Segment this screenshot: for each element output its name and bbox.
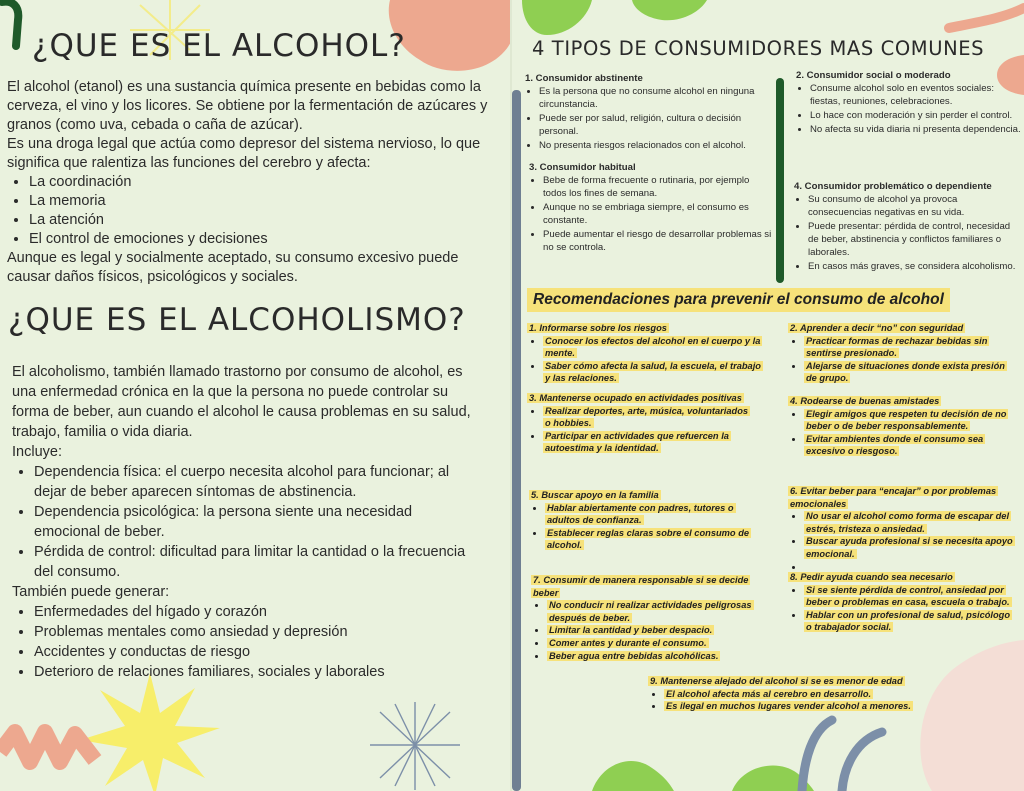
consumer-type-3 bbox=[529, 161, 774, 255]
recommendation-title: 4. Rodearse de buenas amistades bbox=[790, 396, 940, 406]
alcohol-paragraph-2: Es una droga legal que actúa como depresor del sistema nervioso, lo que significa que ralentiza las funciones del cerebro y afecta: bbox=[7, 136, 481, 171]
list-item: • Accidentes y conductas de riesgo bbox=[34, 642, 482, 662]
list-item: • Bebe de forma frecuente o rutinaria, por ejemplo todos los fines de semana. bbox=[543, 174, 774, 200]
list-item: • No afecta su vida diaria ni presenta dependencia. bbox=[810, 123, 1022, 136]
consumer-type-2 bbox=[796, 69, 1022, 137]
recommendation-4 bbox=[788, 395, 1018, 458]
list-item: Es ilegal en muchos lugares vender alcohol a menores. bbox=[666, 701, 911, 712]
list-item: • Aunque no se embriaga siempre, el consumo es constante. bbox=[543, 201, 774, 227]
list-item: Hablar con un profesional de salud, psicólogo o trabajador social. bbox=[806, 609, 1011, 633]
list-item: • Puede aumentar el riesgo de desarrollar problemas si no se controla. bbox=[543, 228, 774, 254]
alcoholism-section bbox=[12, 362, 482, 682]
recommendation-title: 5. Buscar apoyo en la familia bbox=[531, 490, 659, 500]
consumer-type-1 bbox=[525, 72, 770, 153]
recommendation-title: 2. Aprender a decir “no” con seguridad bbox=[790, 323, 964, 333]
list-item: Hablar abiertamente con padres, tutores o adultos de confianza. bbox=[547, 502, 734, 526]
recommendation-5 bbox=[529, 489, 754, 552]
consumer-type-title: 2. Consumidor social o moderado bbox=[796, 70, 951, 81]
recommendation-title: 1. Informarse sobre los riesgos bbox=[529, 323, 667, 333]
recommendation-title: 7. Consumir de manera responsable si se decide beber bbox=[533, 575, 749, 598]
salmon-zigzag bbox=[0, 722, 110, 782]
list-item: • En casos más graves, se considera alcoholismo. bbox=[808, 260, 1022, 273]
recommendation-2 bbox=[788, 322, 1016, 385]
alcoholism-paragraph: El alcoholismo, también llamado trastorno por consumo de alcohol, es una enfermedad crónica en la que la persona no puede controlar su forma de beber, aun cuando el alcohol le causa problemas en su salud, trabajo, familia o vida diaria. bbox=[12, 364, 471, 440]
list-item: • La atención bbox=[29, 211, 497, 230]
list-item: Practicar formas de rechazar bebidas sin sentirse presionado. bbox=[806, 335, 988, 359]
recommendation-9 bbox=[648, 675, 928, 713]
list-item: • El control de emociones y decisiones bbox=[29, 230, 497, 249]
consumer-type-title: 4. Consumidor problemático o dependiente bbox=[794, 181, 992, 192]
green-vertical-bar bbox=[776, 78, 784, 283]
alcohol-section bbox=[7, 78, 497, 287]
consumer-type-title: 1. Consumidor abstinente bbox=[525, 73, 643, 84]
list-item: • Problemas mentales como ansiedad y depresión bbox=[34, 622, 482, 642]
list-item: Saber cómo afecta la salud, la escuela, el trabajo y las relaciones. bbox=[545, 360, 761, 384]
consumer-type-4 bbox=[794, 180, 1022, 274]
list-item: El alcohol afecta más al cerebro en desarrollo. bbox=[666, 688, 872, 699]
list-item: Limitar la cantidad y beber despacio. bbox=[549, 625, 713, 636]
recommendation-3 bbox=[527, 392, 752, 455]
includes-label: Incluye: bbox=[12, 444, 62, 460]
list-item: • No presenta riesgos relacionados con el alcohol. bbox=[539, 139, 770, 152]
consumer-type-title: 3. Consumidor habitual bbox=[529, 162, 636, 173]
recommendations-title-text: Recomendaciones para prevenir el consumo de alcohol bbox=[533, 291, 944, 308]
includes-list bbox=[12, 462, 482, 582]
list-item: • Dependencia física: el cuerpo necesita alcohol para funcionar; al dejar de beber aparecen síntomas de abstinencia. bbox=[34, 462, 482, 502]
gray-curves-bottom bbox=[782, 700, 902, 791]
starburst-lines bbox=[365, 700, 465, 791]
alcohol-paragraph-3: Aunque es legal y socialmente aceptado, su consumo excesivo puede causar daños físicos, psicológicos y sociales. bbox=[7, 250, 459, 285]
recommendation-1 bbox=[527, 322, 762, 385]
salmon-curve-top-right bbox=[944, 0, 1024, 35]
alcohol-paragraph-1: El alcohol (etanol) es una sustancia química presente en bebidas como la cerveza, el vino y los licores. Se obtiene por la fermentación de azúcares y granos (como uva, cebada o caña de azúcar). bbox=[7, 79, 488, 133]
recommendation-title: 3. Mantenerse ocupado en actividades positivas bbox=[529, 393, 742, 403]
types-title: 4 TIPOS DE CONSUMIDORES MAS COMUNES bbox=[532, 37, 985, 60]
list-item: Conocer los efectos del alcohol en el cuerpo y la mente. bbox=[545, 335, 761, 359]
list-item: • Pérdida de control: dificultad para limitar la cantidad o la frecuencia del consumo. bbox=[34, 542, 482, 582]
recommendation-8 bbox=[788, 571, 1018, 634]
list-item: Evitar ambientes donde el consumo sea excesivo o riesgoso. bbox=[806, 433, 984, 457]
list-item: No conducir ni realizar actividades peligrosas después de beber. bbox=[549, 600, 752, 623]
recommendation-title: 9. Mantenerse alejado del alcohol si se es menor de edad bbox=[650, 676, 903, 686]
leaf-green-top bbox=[522, 0, 712, 38]
list-item: • Enfermedades del hígado y corazón bbox=[34, 602, 482, 622]
list-item: Si se siente pérdida de control, ansiedad por beber o problemas en casa, escuela o trabajo. bbox=[806, 584, 1010, 608]
green-brush-mark bbox=[0, 0, 24, 50]
recommendation-6 bbox=[788, 485, 1018, 573]
list-item: • La coordinación bbox=[29, 173, 497, 192]
recommendation-title: 8. Pedir ayuda cuando sea necesario bbox=[790, 572, 953, 582]
list-item: No usar el alcohol como forma de escapar del estrés, tristeza o ansiedad. bbox=[806, 511, 1010, 534]
list-item: • Dependencia psicológica: la persona siente una necesidad emocional de beber. bbox=[34, 502, 482, 542]
list-item: • Consume alcohol solo en eventos sociales: fiestas, reuniones, celebraciones. bbox=[810, 82, 1022, 108]
list-item: Participar en actividades que refuercen la autoestima y la identidad. bbox=[545, 430, 729, 454]
list-item: Alejarse de situaciones donde exista presión de grupo. bbox=[806, 360, 1005, 384]
list-item: Buscar ayuda profesional si se necesita apoyo emocional. bbox=[806, 536, 1013, 559]
pink-blob-bottom bbox=[912, 640, 1024, 791]
list-item: • La memoria bbox=[29, 192, 497, 211]
list-item: • Su consumo de alcohol ya provoca consecuencias negativas en su vida. bbox=[808, 193, 1022, 219]
right-page bbox=[512, 0, 1024, 791]
list-item: Realizar deportes, arte, música, voluntariados o hobbies. bbox=[545, 405, 749, 429]
gray-vertical-bar bbox=[512, 90, 521, 791]
list-item: • Puede ser por salud, religión, cultura o decisión personal. bbox=[539, 112, 770, 138]
recommendation-title: 6. Evitar beber para “encajar” o por problemas emocionales bbox=[790, 486, 997, 509]
list-item: • Deterioro de relaciones familiares, sociales y laborales bbox=[34, 662, 482, 682]
list-item: Comer antes y durante el consumo. bbox=[549, 637, 707, 648]
alcohol-effects-list bbox=[7, 173, 497, 249]
generates-list bbox=[12, 602, 482, 682]
alcohol-title: ¿QUE ES EL ALCOHOL? bbox=[32, 28, 406, 64]
list-item: Elegir amigos que respeten tu decisión de no beber o de beber responsablemente. bbox=[806, 408, 1007, 432]
recommendation-7 bbox=[531, 574, 766, 662]
alcoholism-title: ¿QUE ES EL ALCOHOLISMO? bbox=[8, 302, 466, 338]
list-item: • Es la persona que no consume alcohol en ninguna circunstancia. bbox=[539, 85, 770, 111]
list-item: • Puede presentar: pérdida de control, necesidad de beber, abstinencia y conflictos familiares o laborales. bbox=[808, 220, 1022, 259]
list-item: Establecer reglas claras sobre el consumo de alcohol. bbox=[547, 527, 750, 551]
list-item: • Lo hace con moderación y sin perder el control. bbox=[810, 109, 1022, 122]
list-item: Beber agua entre bebidas alcohólicas. bbox=[549, 650, 719, 661]
generates-label: También puede generar: bbox=[12, 584, 170, 600]
recommendations-title bbox=[527, 288, 950, 312]
